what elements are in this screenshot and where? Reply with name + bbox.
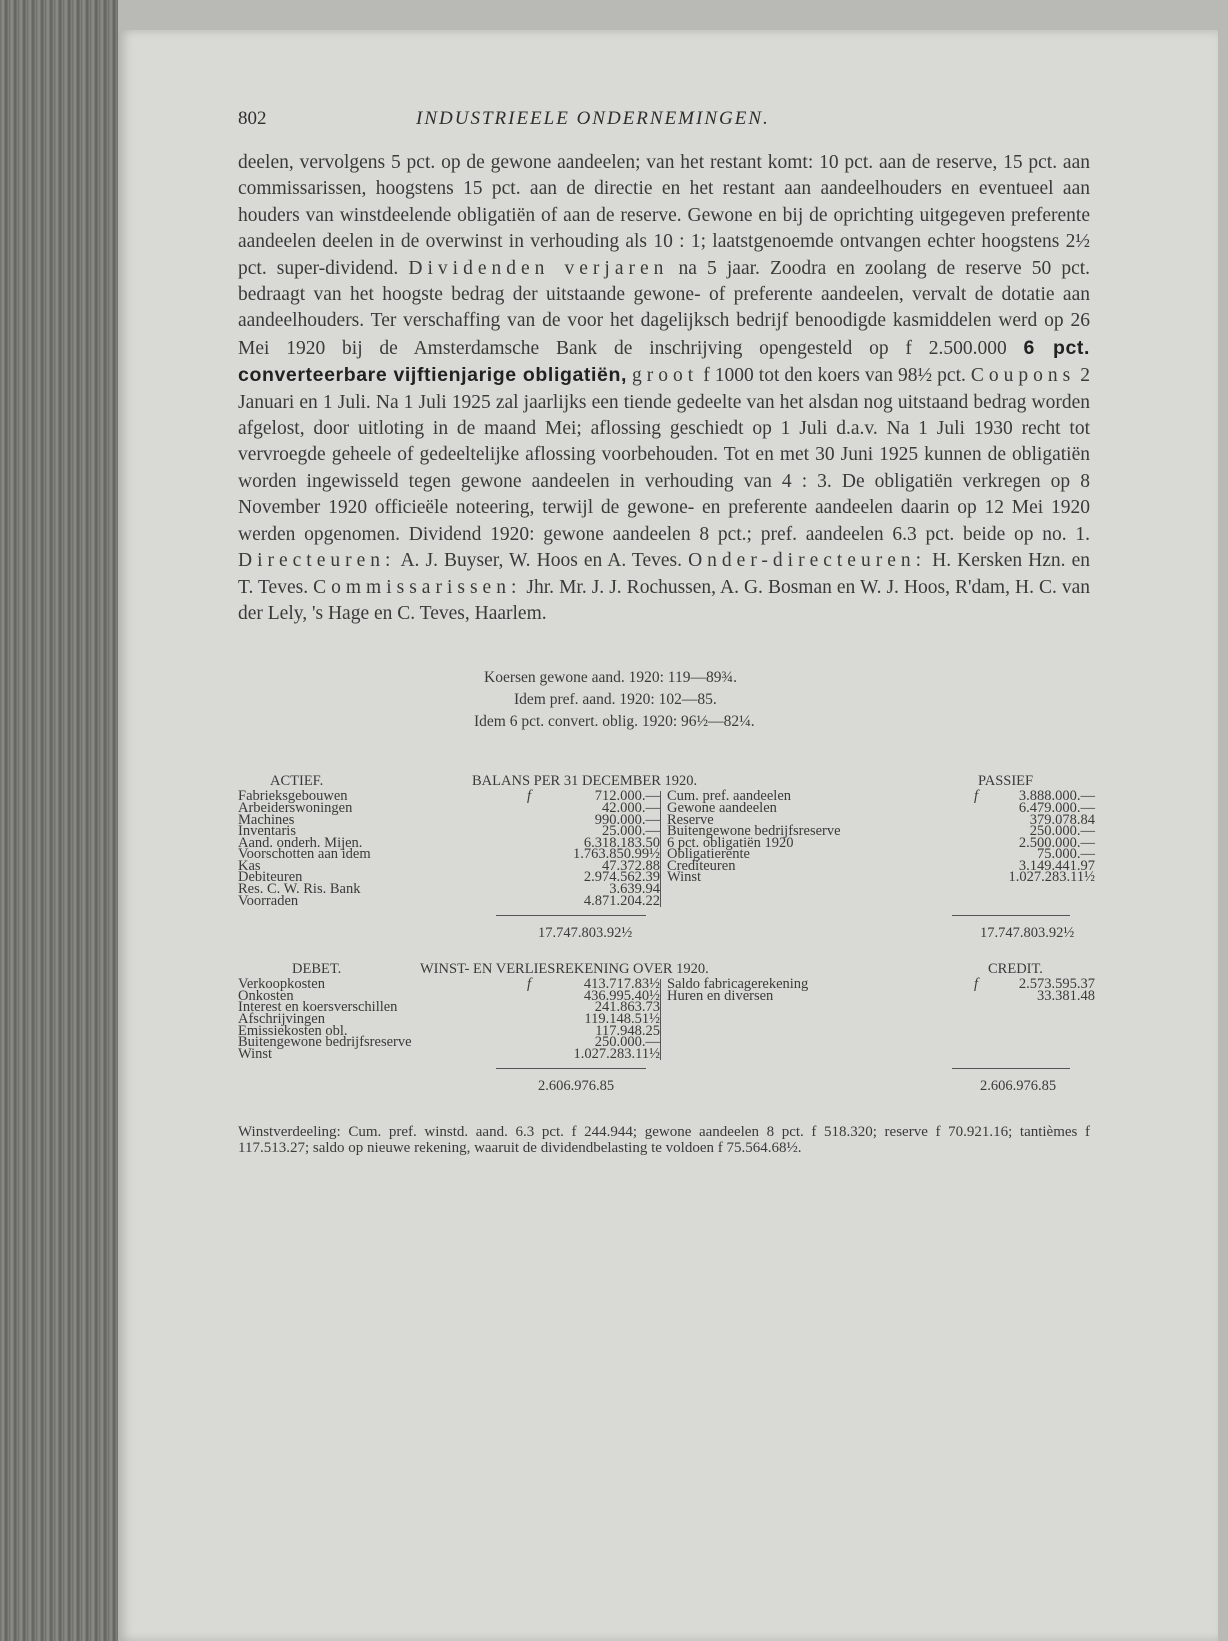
balance-sheet bbox=[238, 788, 1095, 909]
ledger-label: 6 pct. obligatiën 1920 bbox=[667, 834, 794, 851]
quote-line: Idem pref. aand. 1920: 102—85. bbox=[514, 691, 717, 709]
text-segment: na 5 jaar. Zoodra en zoolang de reserve 50 pct. bedraagt van het hoogste bedrag der uitstaande gewone- of preferente aandeelen, vervalt de dotatie aan aandeelhouders. Ter verschaffing van de voor het dagelijksch bedrijf benoodigde kasmiddelen werd op 26 Mei 1920 bij de Amsterdamsche Bank de inschrijving opengesteld op f 2.500.000 bbox=[238, 257, 1091, 359]
book-page bbox=[118, 30, 1218, 1641]
total-credit: 2.606.976.85 bbox=[980, 1078, 1057, 1095]
total-actief: 17.747.803.92½ bbox=[538, 925, 633, 942]
ledger-value: 4.871.204.22 bbox=[538, 896, 661, 908]
currency-mark bbox=[520, 1049, 538, 1061]
currency-mark bbox=[520, 1014, 538, 1026]
currency-mark bbox=[967, 991, 985, 1003]
ledger-value: 75.000.— bbox=[1037, 846, 1095, 863]
currency-mark bbox=[520, 991, 538, 1003]
price-quotes bbox=[238, 667, 1198, 733]
ledger-value: 1.763.850.99½ bbox=[538, 849, 661, 861]
total-debet: 2.606.976.85 bbox=[538, 1078, 615, 1095]
ledger-label: Interest en koersverschillen bbox=[238, 999, 398, 1016]
currency-mark bbox=[520, 884, 538, 896]
ledger-label bbox=[661, 896, 968, 908]
currency-mark bbox=[967, 861, 985, 873]
ledger-label: Inventaris bbox=[238, 823, 296, 840]
ledger-label bbox=[661, 1026, 968, 1038]
ledger-value: 2.974.562.39 bbox=[538, 872, 661, 884]
ledger-label: Buitengewone bedrijfsreserve bbox=[667, 823, 841, 840]
ledger-label: Winst bbox=[667, 869, 702, 886]
ledger-value: 413.717.83½ bbox=[538, 979, 661, 991]
currency-mark bbox=[520, 849, 538, 861]
rule bbox=[952, 915, 1070, 916]
ledger-row bbox=[238, 884, 1095, 896]
ledger-row bbox=[238, 872, 1095, 884]
currency-mark bbox=[967, 896, 985, 908]
rule bbox=[496, 1068, 646, 1069]
spaced-label: Commissarissen: bbox=[313, 576, 522, 598]
ledger-value bbox=[985, 1049, 1095, 1061]
ledger-label: Fabrieksgebouwen bbox=[238, 788, 348, 805]
actief-heading: ACTIEF. bbox=[270, 773, 324, 790]
spaced-label: Directeuren: bbox=[238, 550, 396, 572]
ledger-value: 2.573.595.37 bbox=[1018, 976, 1095, 993]
ledger-row bbox=[238, 1014, 1095, 1026]
ledger-value: 33.381.48 bbox=[1037, 987, 1095, 1004]
currency-mark bbox=[520, 861, 538, 873]
ledger-value bbox=[985, 1014, 1095, 1026]
currency-mark bbox=[520, 815, 538, 827]
profit-loss-title: WINST- EN VERLIESREKENING OVER 1920. bbox=[420, 961, 709, 978]
currency-mark bbox=[520, 1002, 538, 1014]
spaced-label: Dividenden verjaren bbox=[408, 257, 669, 279]
ledger-row bbox=[238, 1002, 1095, 1014]
profit-loss-account bbox=[238, 976, 1095, 1062]
currency-mark bbox=[520, 826, 538, 838]
text-segment: Jhr. Mr. J. J. Rochussen, A. G. Bosman en W. J. Hoos, R'dam, H. C. van der Lely, 's Hage en C. Teves, Haarlem. bbox=[238, 576, 1091, 624]
ledger-value: 712.000.— bbox=[538, 791, 661, 803]
ledger-label: Debiteuren bbox=[238, 869, 303, 886]
ledger-value: 379.078.84 bbox=[1029, 811, 1095, 828]
ledger-label: Verkoopkosten bbox=[238, 976, 325, 993]
ledger-label bbox=[661, 1014, 968, 1026]
ledger-value: 990.000.— bbox=[538, 815, 661, 827]
ledger-value: 1.027.283.11½ bbox=[1008, 869, 1095, 886]
ledger-value bbox=[985, 884, 1095, 896]
ledger-row bbox=[238, 1037, 1095, 1049]
profit-loss-heading bbox=[238, 957, 1198, 979]
ledger-value: 3.639.94 bbox=[538, 884, 661, 896]
currency-mark bbox=[520, 896, 538, 908]
ledger-label: Voorraden bbox=[238, 892, 299, 909]
ledger-value: 42.000.— bbox=[538, 803, 661, 815]
currency-mark: f bbox=[526, 976, 532, 993]
debet-heading: DEBET. bbox=[292, 961, 342, 978]
ledger-value: 117.948.25 bbox=[538, 1026, 661, 1038]
ledger-label: Machines bbox=[238, 811, 295, 828]
spaced-label: groot bbox=[632, 365, 699, 387]
currency-mark bbox=[967, 826, 985, 838]
ledger-value: 2.500.000.— bbox=[1018, 834, 1095, 851]
quote-line: Koersen gewone aand. 1920: 119—89¾. bbox=[484, 669, 737, 687]
currency-mark: f bbox=[526, 788, 532, 805]
rule bbox=[496, 915, 646, 916]
balance-title: BALANS PER 31 DECEMBER 1920. bbox=[472, 773, 698, 790]
profit-loss-totals bbox=[238, 1060, 1198, 1098]
text-segment: H. Kersken Hzn. en T. Teves. bbox=[238, 550, 1091, 598]
text-segment: 2 Januari en 1 Juli. Na 1 Juli 1925 zal jaarlijks een tiende gedeelte van het alsdan nog uitstaand bedrag worden afgelost, door uitloting in de maand Mei; aflossing geschiedt op 1 Juli d.a.v. Na 1 Juli 1930 recht tot vervroegde geheele of gedeeltelijke aflossing voorbehouden. Tot en met 30 Juni 1925 kunnen de obligatiën worden ingewisseld tegen gewone aandeelen in verhouding van 4 : 3. De obligatiën verkregen op 8 November 1920 officieële noteering, terwijl de gewone- en preferente aandeelen daarin op 12 Mei 1920 werden opgenomen. Dividend 1920: gewone aandeelen 8 pct.; pref. aandeelen 6.3 pct. beide op no. 1. bbox=[238, 365, 1091, 545]
ledger-label: Gewone aandeelen bbox=[667, 799, 777, 816]
running-title: INDUSTRIEELE ONDERNEMINGEN. bbox=[416, 108, 770, 129]
credit-heading: CREDIT. bbox=[988, 961, 1043, 978]
currency-mark bbox=[967, 1002, 985, 1014]
profit-distribution: Winstverdeeling: Cum. pref. winstd. aand. 6.3 pct. f 244.944; gewone aandeelen 8 pct. f 518.320; reserve f 70.921.16; tantièmes f 117.513.27; saldo op nieuwe rekening, waaruit de dividendbelasting te voldoen f 75.564.68½. bbox=[238, 1124, 1090, 1157]
currency-mark bbox=[967, 1037, 985, 1049]
text-segment: deelen, vervolgens 5 pct. op de gewone aandeelen; van het restant komt: 10 pct. aan de reserve, 15 pct. aan commissarissen, hoogstens 15 pct. aan de directie en het restant aan aandeelhouders en eventueel aan houders van winstdeelende obligatiën of aan de reserve. Gewone en bij de oprichting uitgegeven preferente aandeelen deelen in de overwinst in verhouding als 10 : 1; laatstgenoemde ontvangen echter hoogstens 2½ pct. super-dividend. bbox=[238, 152, 1090, 279]
ledger-value: 250.000.— bbox=[538, 1037, 661, 1049]
ledger-label bbox=[661, 1002, 968, 1014]
ledger-value: 3.888.000.— bbox=[1018, 788, 1095, 805]
ledger-value: 119.148.51½ bbox=[538, 1014, 661, 1026]
ledger-value bbox=[985, 896, 1095, 908]
quote-line: Idem 6 pct. convert. oblig. 1920: 96½—82¼. bbox=[474, 713, 755, 731]
ledger-value: 6.318.183.50 bbox=[538, 838, 661, 850]
ledger-label: Aand. onderh. Mijen. bbox=[238, 834, 363, 851]
balance-totals bbox=[238, 907, 1198, 945]
ledger-label: Voorschotten aan idem bbox=[238, 846, 371, 863]
ledger-label: Saldo fabricagerekening bbox=[667, 976, 809, 993]
ledger-label: Huren en diversen bbox=[667, 987, 774, 1004]
currency-mark bbox=[967, 1049, 985, 1061]
ledger-label bbox=[661, 1049, 968, 1061]
ledger-label: Reserve bbox=[667, 811, 714, 828]
currency-mark bbox=[967, 838, 985, 850]
ledger-label: Arbeiderswoningen bbox=[238, 799, 353, 816]
ledger-value: 3.149.441.97 bbox=[1018, 857, 1095, 874]
ledger-value bbox=[985, 1026, 1095, 1038]
ledger-label bbox=[661, 884, 968, 896]
ledger-row bbox=[238, 896, 1095, 908]
ledger-value: 25.000.— bbox=[538, 826, 661, 838]
currency-mark bbox=[967, 849, 985, 861]
company-description bbox=[238, 150, 1090, 627]
ledger-label: Obligatierente bbox=[667, 846, 750, 863]
currency-mark bbox=[967, 1014, 985, 1026]
currency-mark: f bbox=[973, 976, 979, 993]
rule bbox=[952, 1068, 1070, 1069]
bold-bond-title: 6 pct. converteerbare vijftienjarige obligatiën, bbox=[238, 336, 1091, 387]
ledger-label bbox=[661, 1037, 968, 1049]
ledger-label: Onkosten bbox=[238, 987, 294, 1004]
page-number: 802 bbox=[238, 108, 267, 129]
text-segment: f 1000 tot den koers van 98½ pct. bbox=[703, 365, 966, 387]
currency-mark bbox=[520, 838, 538, 850]
currency-mark: f bbox=[973, 788, 979, 805]
ledger-value: 47.372.88 bbox=[538, 861, 661, 873]
currency-mark bbox=[967, 815, 985, 827]
ledger-value bbox=[985, 1002, 1095, 1014]
currency-mark bbox=[967, 884, 985, 896]
ledger-label: Winst bbox=[238, 1045, 273, 1062]
balance-heading bbox=[238, 769, 1198, 791]
currency-mark bbox=[967, 803, 985, 815]
main-paragraph bbox=[238, 150, 1090, 627]
currency-mark bbox=[520, 872, 538, 884]
currency-mark bbox=[967, 872, 985, 884]
total-passief: 17.747.803.92½ bbox=[980, 925, 1075, 942]
ledger-label: Buitengewone bedrijfsreserve bbox=[238, 1034, 412, 1051]
currency-mark bbox=[520, 1037, 538, 1049]
ledger-row bbox=[238, 1049, 1095, 1061]
page-content bbox=[238, 102, 1198, 1156]
ledger-value: 241.863.73 bbox=[538, 1002, 661, 1014]
ledger-value: 436.995.40½ bbox=[538, 991, 661, 1003]
ledger-label: Kas bbox=[238, 857, 261, 874]
ledger-label: Crediteuren bbox=[667, 857, 736, 874]
ledger-label: Emissiekosten obl. bbox=[238, 1022, 348, 1039]
ledger-value bbox=[985, 1037, 1095, 1049]
ledger-value: 250.000.— bbox=[1029, 823, 1095, 840]
ledger-label: Res. C. W. Ris. Bank bbox=[238, 881, 361, 898]
ledger-value: 1.027.283.11½ bbox=[538, 1049, 661, 1061]
page-header bbox=[238, 102, 1198, 142]
text-segment: A. J. Buyser, W. Hoos en A. Teves. bbox=[400, 550, 682, 572]
ledger-value: 6.479.000.— bbox=[1018, 799, 1095, 816]
ledger-label: Afschrijvingen bbox=[238, 1011, 325, 1028]
spaced-label: Coupons bbox=[970, 365, 1076, 387]
passief-heading: PASSIEF bbox=[978, 773, 1034, 790]
spaced-label: Onder-directeuren: bbox=[688, 550, 927, 572]
currency-mark bbox=[967, 1026, 985, 1038]
book-spine-edge bbox=[0, 0, 118, 1641]
currency-mark bbox=[520, 1026, 538, 1038]
ledger-label: Cum. pref. aandeelen bbox=[667, 788, 792, 805]
currency-mark bbox=[520, 803, 538, 815]
